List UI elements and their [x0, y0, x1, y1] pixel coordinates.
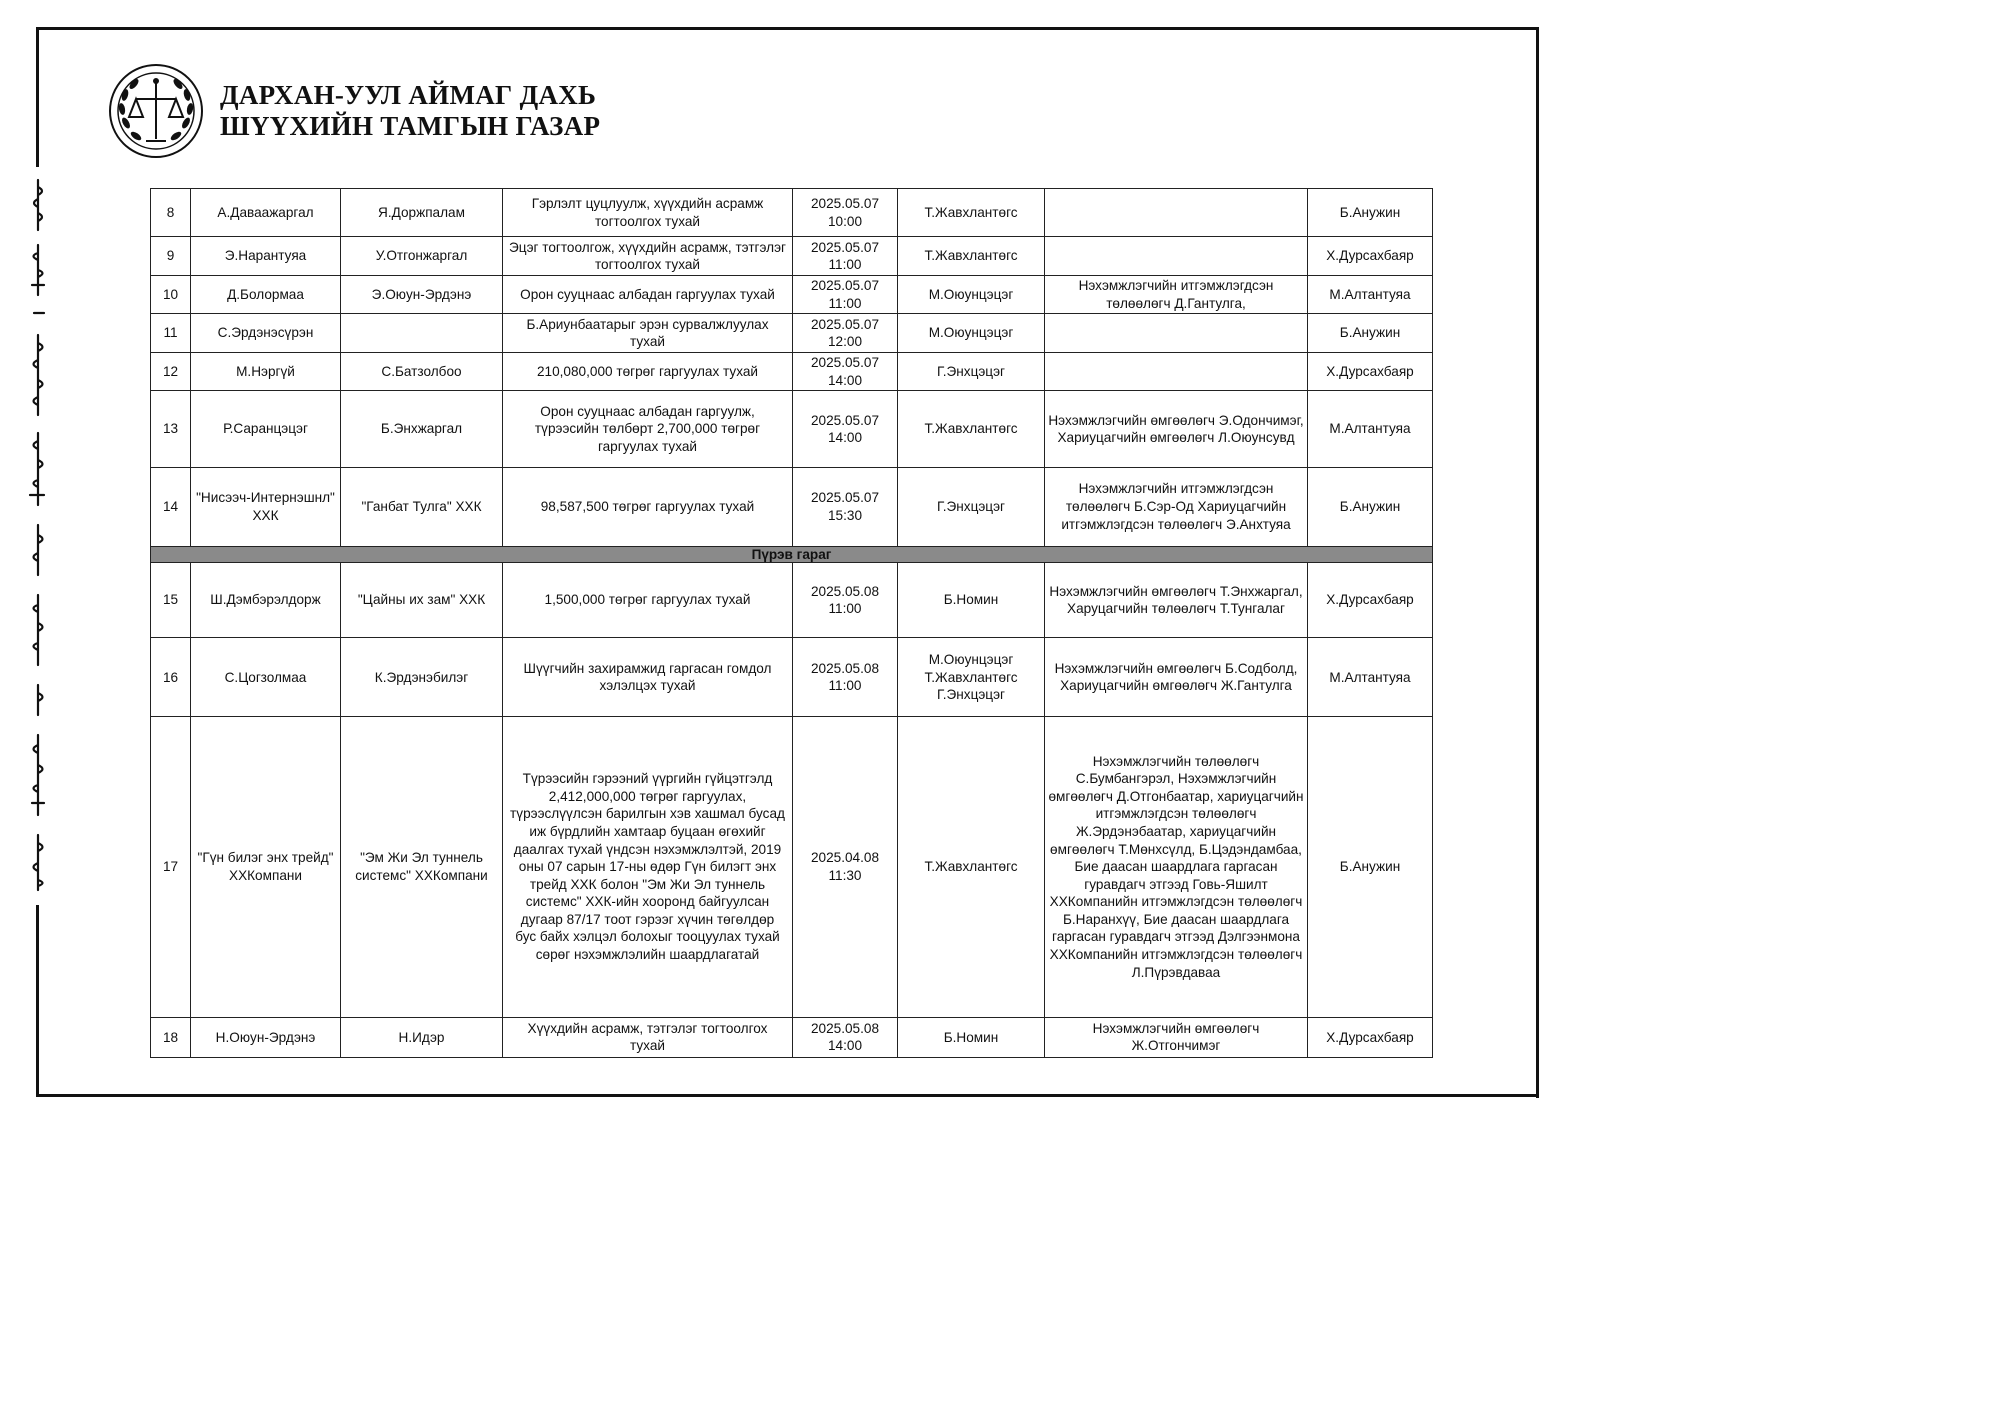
table-row — [151, 468, 1433, 547]
cell-clerk: Б.Анужин — [1308, 189, 1433, 237]
cell-clerk: М.Алтантуяа — [1308, 391, 1433, 468]
hearing-date: 2025.05.08 — [810, 583, 880, 599]
cell-subject: Хүүхдийн асрамж, тэтгэлэг тогтоолгох тухай — [503, 1017, 793, 1057]
hearing-date: 2025.05.07 — [810, 316, 880, 332]
cell-participants: Нэхэмжлэгчийн төлөөлөгч С.Бумбангэрэл, Нэхэмжлэгчийн өмгөөлөгч Д.Отгонбаатар, хариуцагчийн итгэмжлэгдсэн төлөөлөгч Ж.Эрдэнэбаатар, хариуцагчийн өмгөөлөгч Т.Мөнхсүлд, Б.Цэдэндамбаа, Бие даасан шаардлага гаргасан гуравдагч этгээд Говь-Яшилт ХХКомпанийн итгэмжлэгдсэн төлөөлөгч Б.Наранхүү, Бие даасан шаардлага гаргасан гуравдагч этгээд Дэлгээнмона ХХКомпанийн итгэмжлэгдсэн төлөөлөгч Л.Пүрэвдаваа — [1045, 717, 1308, 1018]
cell-plaintiff: Д.Болормаа — [191, 275, 341, 314]
day-separator-row — [151, 546, 1433, 562]
table-row — [151, 189, 1433, 237]
table-row — [151, 352, 1433, 391]
cell-subject: Орон сууцнаас албадан гаргуулж, түрээсийн төлбөрт 2,700,000 төгрөг гаргуулах тухай — [503, 391, 793, 468]
cell-clerk: Х.Дурсахбаяр — [1308, 562, 1433, 638]
table-row — [151, 562, 1433, 638]
cell-judge: Б.Номин — [898, 1017, 1045, 1057]
cell-clerk: Х.Дурсахбаяр — [1308, 1017, 1433, 1057]
cell-judge: Г.Энхцэцэг — [898, 352, 1045, 391]
page-frame-top — [36, 27, 1539, 30]
cell-number: 17 — [151, 717, 191, 1018]
day-separator-label: Пүрэв гараг — [151, 546, 1433, 562]
hearing-time: 11:00 — [828, 257, 862, 273]
page-header — [220, 80, 600, 142]
cell-defendant: Б.Энхжаргал — [341, 391, 503, 468]
cell-judge: Т.Жавхлантөгс — [898, 237, 1045, 276]
table-row — [151, 1017, 1433, 1057]
cell-participants — [1045, 352, 1308, 391]
cell-datetime — [793, 638, 898, 717]
mongolian-script-vertical-text — [22, 175, 54, 895]
cell-judge: Т.Жавхлантөгс — [898, 717, 1045, 1018]
cell-number: 10 — [151, 275, 191, 314]
cell-participants: Нэхэмжлэгчийн өмгөөлөгч Т.Энхжаргал, Харуцагчийн төлөөлөгч Т.Тунгалаг — [1045, 562, 1308, 638]
cell-judge: Т.Жавхлантөгс — [898, 391, 1045, 468]
cell-number: 14 — [151, 468, 191, 547]
table-row — [151, 314, 1433, 353]
cell-subject: Гэрлэлт цуцлуулж, хүүхдийн асрамж тогтоолгох тухай — [503, 189, 793, 237]
cell-datetime — [793, 717, 898, 1018]
court-emblem-scales-icon — [108, 63, 204, 159]
table-row — [151, 237, 1433, 276]
hearing-time: 14:00 — [827, 372, 863, 388]
hearing-time: 12:00 — [827, 334, 863, 350]
hearing-time: 14:00 — [827, 430, 863, 446]
cell-number: 15 — [151, 562, 191, 638]
cell-participants — [1045, 189, 1308, 237]
cell-defendant: Я.Доржпалам — [341, 189, 503, 237]
hearing-date: 2025.05.07 — [810, 278, 880, 294]
hearing-time: 10:00 — [827, 213, 863, 229]
cell-participants: Нэхэмжлэгчийн итгэмжлэгдсэн төлөөлөгч Б.Сэр-Од Хариуцагчийн итгэмжлэгдсэн төлөөлөгч Э.Анхтуяа — [1045, 468, 1308, 547]
cell-participants: Нэхэмжлэгчийн итгэмжлэгдсэн төлөөлөгч Д.Гантулга, — [1045, 275, 1308, 314]
cell-subject: Б.Ариунбаатарыг эрэн сурвалжлуулах тухай — [503, 314, 793, 353]
cell-judge: М.Оюунцэцэг — [898, 314, 1045, 353]
cell-number: 9 — [151, 237, 191, 276]
page-frame-right — [1536, 27, 1539, 1098]
cell-datetime — [793, 391, 898, 468]
cell-datetime — [793, 275, 898, 314]
cell-datetime — [793, 1017, 898, 1057]
cell-number: 13 — [151, 391, 191, 468]
cell-clerk: М.Алтантуяа — [1308, 638, 1433, 717]
cell-datetime — [793, 237, 898, 276]
cell-plaintiff: С.Эрдэнэсүрэн — [191, 314, 341, 353]
table-row — [151, 275, 1433, 314]
page-frame-left-bottom — [36, 905, 39, 1097]
cell-defendant: С.Батзолбоо — [341, 352, 503, 391]
cell-subject: Шүүгчийн захирамжид гаргасан гомдол хэлэлцэх тухай — [503, 638, 793, 717]
cell-judge: Б.Номин — [898, 562, 1045, 638]
cell-subject: 210,080,000 төгрөг гаргуулах тухай — [503, 352, 793, 391]
page-frame-bottom — [36, 1094, 1539, 1097]
cell-clerk: Х.Дурсахбаяр — [1308, 352, 1433, 391]
cell-number: 12 — [151, 352, 191, 391]
hearing-date: 2025.05.08 — [810, 1020, 880, 1036]
hearing-schedule-table — [150, 188, 1433, 1058]
cell-participants: Нэхэмжлэгчийн өмгөөлөгч Ж.Отгончимэг — [1045, 1017, 1308, 1057]
hearing-date: 2025.05.07 — [810, 239, 880, 255]
cell-datetime — [793, 314, 898, 353]
hearing-date: 2025.05.08 — [810, 660, 880, 676]
cell-defendant: К.Эрдэнэбилэг — [341, 638, 503, 717]
hearing-date: 2025.04.08 — [810, 850, 880, 866]
cell-defendant: У.Отгонжаргал — [341, 237, 503, 276]
schedule-rows-before — [151, 189, 1433, 547]
cell-participants: Нэхэмжлэгчийн өмгөөлөгч Э.Одончимэг, Хариуцагчийн өмгөөлөгч Л.Оюунсувд — [1045, 391, 1308, 468]
cell-subject: Түрээсийн гэрээний үүргийн гүйцэтгэлд 2,412,000,000 төгрөг гаргуулах, түрээслүүлсэн барилгын хэв хашмал бусад иж бүрдлийн хамтаар буцаан өгөхийг даалгах тухай үндсэн нэхэмжлэлтэй, 2019 оны 07 сарын 17-ны өдөр Гүн билэгт энх трейд ХХК болон "Эм Жи Эл туннель системс" ХХК-ийн хооронд байгуулсан дугаар 87/17 тоот гэрээг хүчин төгөлдөр бус байх хэлцэл болохыг тооцуулах тухай сөрөг нэхэмжлэлийн шаардлагатай — [503, 717, 793, 1018]
cell-participants: Нэхэмжлэгчийн өмгөөлөгч Б.Содболд, Хариуцагчийн өмгөөлөгч Ж.Гантулга — [1045, 638, 1308, 717]
cell-defendant — [341, 314, 503, 353]
cell-judge: Г.Энхцэцэг — [898, 468, 1045, 547]
cell-number: 18 — [151, 1017, 191, 1057]
header-line-1: ДАРХАН-УУЛ АЙМАГ ДАХЬ — [220, 80, 597, 110]
cell-plaintiff: "Гүн билэг энх трейд" ХХКомпани — [191, 717, 341, 1018]
cell-clerk: М.Алтантуяа — [1308, 275, 1433, 314]
cell-number: 16 — [151, 638, 191, 717]
cell-plaintiff: М.Нэргүй — [191, 352, 341, 391]
hearing-date: 2025.05.07 — [810, 196, 880, 212]
table-row — [151, 638, 1433, 717]
cell-judge: Т.Жавхлантөгс — [898, 189, 1045, 237]
cell-datetime — [793, 189, 898, 237]
cell-defendant: Н.Идэр — [341, 1017, 503, 1057]
cell-defendant: "Эм Жи Эл туннель системс" ХХКомпани — [341, 717, 503, 1018]
header-line-2: ШҮҮХИЙН ТАМГЫН ГАЗАР — [220, 111, 601, 141]
cell-subject: 98,587,500 төгрөг гаргуулах тухай — [503, 468, 793, 547]
hearing-time: 15:30 — [827, 507, 863, 523]
cell-datetime — [793, 352, 898, 391]
cell-datetime — [793, 468, 898, 547]
cell-plaintiff: "Нисээч-Интернэшнл" ХХК — [191, 468, 341, 547]
cell-participants — [1045, 237, 1308, 276]
cell-clerk: Х.Дурсахбаяр — [1308, 237, 1433, 276]
cell-plaintiff: Ш.Дэмбэрэлдорж — [191, 562, 341, 638]
table-row — [151, 391, 1433, 468]
hearing-time: 11:00 — [828, 601, 862, 617]
cell-subject: Эцэг тогтоолгож, хүүхдийн асрамж, тэтгэлэг тогтоолгох тухай — [503, 237, 793, 276]
cell-clerk: Б.Анужин — [1308, 717, 1433, 1018]
hearing-date: 2025.05.07 — [810, 412, 880, 428]
cell-plaintiff: А.Даваажаргал — [191, 189, 341, 237]
page-frame-left-top — [36, 27, 39, 167]
hearing-time: 11:00 — [828, 678, 862, 694]
cell-defendant: Э.Оюун-Эрдэнэ — [341, 275, 503, 314]
cell-plaintiff: С.Цогзолмаа — [191, 638, 341, 717]
cell-number: 8 — [151, 189, 191, 237]
schedule-rows-after — [151, 562, 1433, 1057]
hearing-date: 2025.05.07 — [810, 490, 880, 506]
hearing-time: 14:00 — [827, 1038, 863, 1054]
hearing-time: 11:00 — [828, 295, 862, 311]
cell-judge: М.Оюунцэцэг — [898, 275, 1045, 314]
hearing-time: 11:30 — [828, 867, 862, 883]
cell-plaintiff: Э.Нарантуяа — [191, 237, 341, 276]
cell-subject: Орон сууцнаас албадан гаргуулах тухай — [503, 275, 793, 314]
cell-plaintiff: Н.Оюун-Эрдэнэ — [191, 1017, 341, 1057]
cell-number: 11 — [151, 314, 191, 353]
table-row — [151, 717, 1433, 1018]
separator-group — [151, 546, 1433, 562]
cell-plaintiff: Р.Саранцэцэг — [191, 391, 341, 468]
hearing-date: 2025.05.07 — [810, 355, 880, 371]
cell-clerk: Б.Анужин — [1308, 468, 1433, 547]
cell-defendant: "Цайны их зам" ХХК — [341, 562, 503, 638]
cell-datetime — [793, 562, 898, 638]
cell-subject: 1,500,000 төгрөг гаргуулах тухай — [503, 562, 793, 638]
cell-clerk: Б.Анужин — [1308, 314, 1433, 353]
cell-participants — [1045, 314, 1308, 353]
cell-defendant: "Ганбат Тулга" ХХК — [341, 468, 503, 547]
cell-judge: М.Оюунцэцэг Т.Жавхлантөгс Г.Энхцэцэг — [898, 638, 1045, 717]
